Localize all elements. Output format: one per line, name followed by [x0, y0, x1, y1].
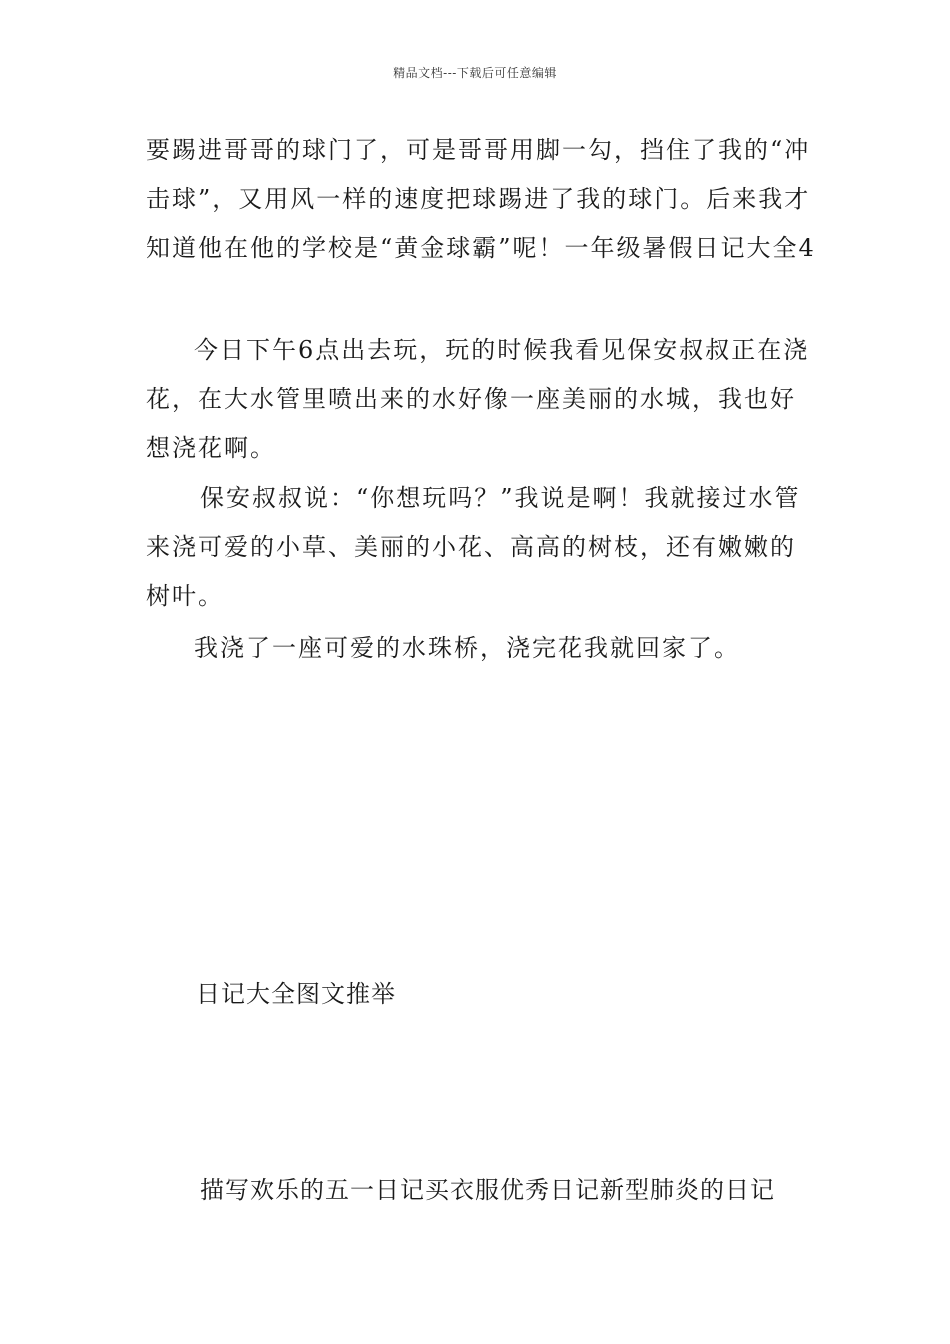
recommend-link-1[interactable]: 描写欢乐的五一日记 — [200, 1176, 425, 1204]
page-header: 精品文档---下载后可任意编辑 — [393, 66, 557, 80]
recommend-links — [200, 1170, 775, 1205]
paragraph-4: 我浇了一座可爱的水珠桥，浇完花我就回家了。 — [194, 634, 740, 662]
paragraph-1: 要踢进哥哥的球门了，可是哥哥用脚一勾，挡住了我的“冲击球”，又用风一样的速度把球踢进了我的球门。后来我才知道他在他的学校是“黄金球霸”呢！一年级暑假日记大全4 — [146, 136, 816, 262]
recommend-link-2[interactable]: 买衣服优秀日记 — [425, 1176, 600, 1204]
paragraph-3: 保安叔叔说：“你想玩吗？”我说是啊！我就接过水管来浇可爱的小草、美丽的小花、高高的树枝，还有嫩嫩的树叶。 — [146, 484, 801, 610]
recommend-link-3[interactable]: 新型肺炎的日记 — [600, 1176, 775, 1204]
recommend-title: 日记大全图文推举 — [196, 980, 396, 1008]
paragraph-2: 今日下午6点出去玩，玩的时候我看见保安叔叔正在浇花，在大水管里喷出来的水好像一座美丽的水城，我也好想浇花啊。 — [146, 336, 810, 462]
